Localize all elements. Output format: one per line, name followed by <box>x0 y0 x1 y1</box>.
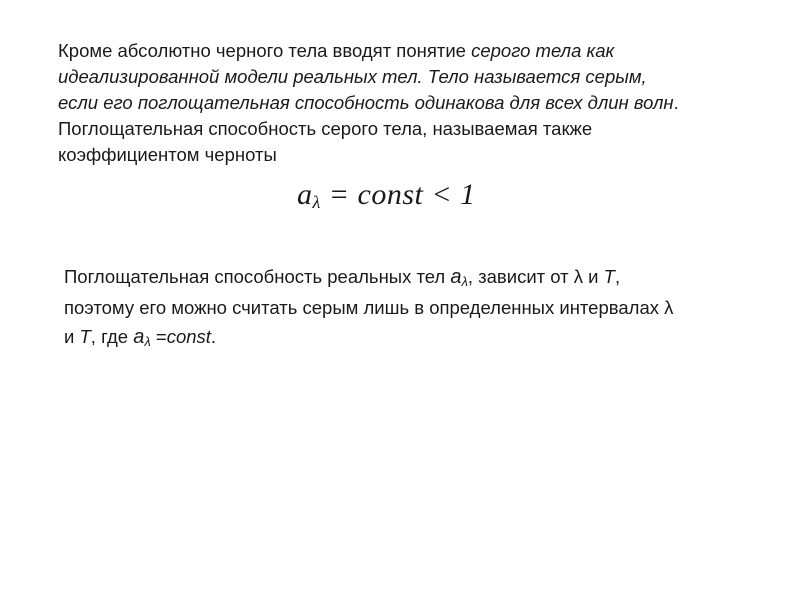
lambda-subscript: λ <box>144 334 151 349</box>
text: как <box>581 40 615 61</box>
real-line-3 <box>64 322 764 353</box>
intro-line-4: Поглощательная способность серого тела, называемая также <box>58 118 593 139</box>
text: . <box>210 326 217 347</box>
text: , <box>614 266 621 287</box>
gray-body-formula <box>297 178 476 212</box>
real-line-1 <box>64 262 764 293</box>
text: если его поглощательная способность одинакова для всех длин волн <box>58 92 674 113</box>
intro-paragraph <box>58 38 758 168</box>
intro-line-2: идеализированной модели реальных тел. Тело называется серым, <box>58 66 647 87</box>
text: и <box>64 326 80 347</box>
intro-line-5: коэффициентом черноты <box>58 144 277 165</box>
lambda-subscript: λ <box>461 274 468 289</box>
intro-line-1 <box>58 38 758 64</box>
const-term: const <box>166 326 211 347</box>
text: Поглощательная способность реальных тел <box>64 266 451 287</box>
formula-subscript: λ <box>312 192 321 212</box>
real-bodies-paragraph <box>64 262 764 353</box>
text: , зависит от λ и <box>467 266 604 287</box>
intro-line-3 <box>58 90 758 116</box>
absorptivity-symbol: a <box>450 266 462 288</box>
text: Кроме абсолютно черного тела вводят понятие <box>58 40 472 61</box>
absorptivity-symbol: a <box>133 326 145 348</box>
temperature-symbol: T <box>79 326 91 347</box>
gray-body-term: серого тела <box>471 40 582 61</box>
text: . <box>673 92 679 113</box>
formula-symbol: a <box>297 178 313 211</box>
real-line-2: поэтому его можно считать серым лишь в определенных интервалах λ <box>64 297 674 318</box>
text: , где <box>90 326 134 347</box>
temperature-symbol: T <box>603 266 615 287</box>
formula-rhs: = const < 1 <box>320 178 476 211</box>
text: = <box>150 326 167 347</box>
